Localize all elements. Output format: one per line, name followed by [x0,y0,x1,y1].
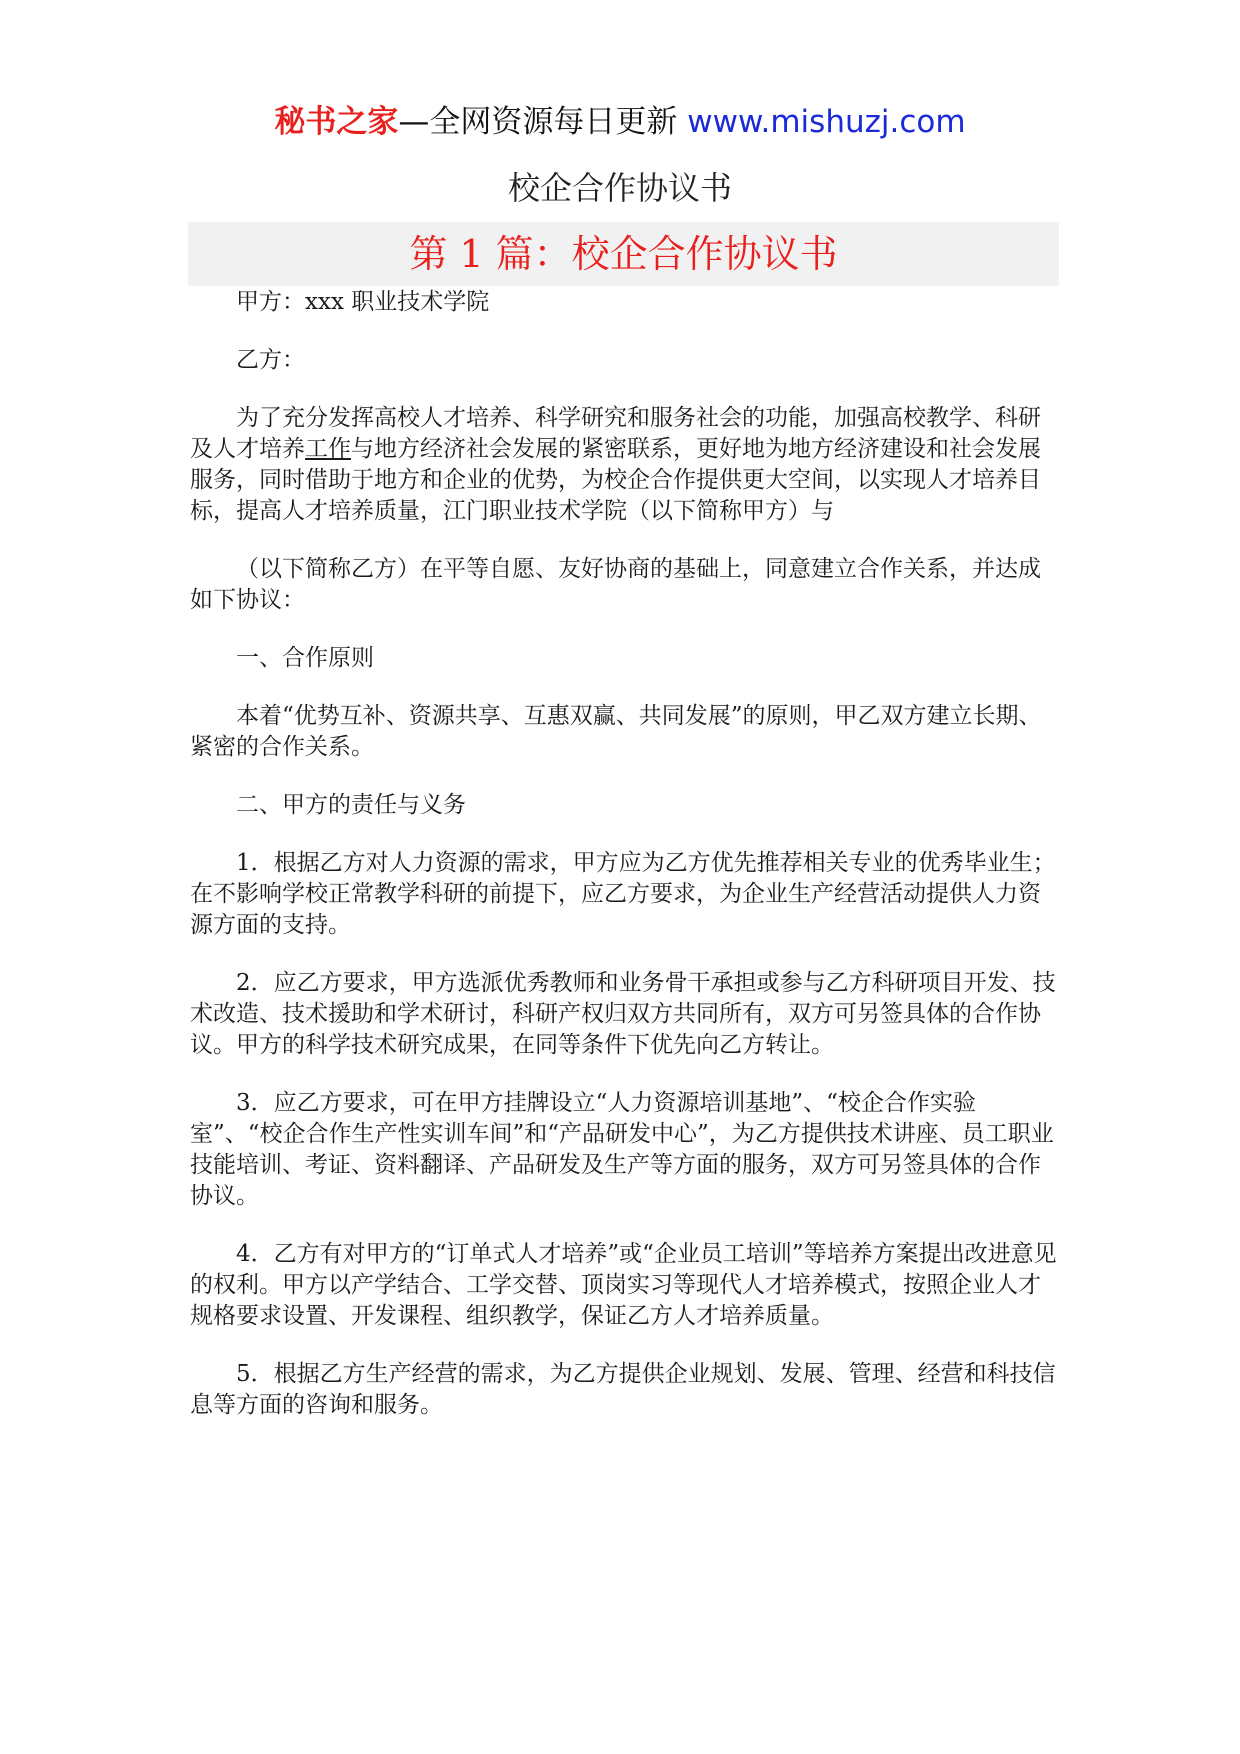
site-url-link[interactable]: www.mishuzj.com [687,104,966,140]
preamble-text-end: 与地方经济社会发展的紧密联系，更好地为地方经济建设和社会发展服务，同时借助于地方和企业的优势，为校企合作提供更大空间，以实现人才培养目标，提高人才培养质量，江门职业技术学院（以下简称甲方）与 [190,436,1041,524]
clause-5: 5．根据乙方生产经营的需求，为乙方提供企业规划、发展、管理、经营和科技信息等方面的咨询和服务。 [190,1361,1056,1418]
preamble-text-start: 为了充分发挥高校人才培养、科学研究和服务社会的功能，加强高校教学、科研及人才培养 [190,405,1041,462]
site-name: 秘书之家 [274,104,399,140]
document-title: 校企合作协议书 [507,169,732,207]
party-a-line: 甲方：xxx 职业技术学院 [236,289,490,315]
chapter-title: 第 1 篇：校企合作协议书 [409,232,838,276]
agreement-intro-paragraph: （以下简称乙方）在平等自愿、友好协商的基础上，同意建立合作关系，并达成如下协议： [190,556,1041,613]
clause-2: 2．应乙方要求，甲方选派优秀教师和业务骨干承担或参与乙方科研项目开发、技术改造、技术援助和学术研讨，科研产权归双方共同所有，双方可另签具体的合作协议。甲方的科学技术研究成果，在同等条件下优先向乙方转让。 [190,970,1056,1058]
party-b-line: 乙方： [236,347,305,373]
site-header [0,102,1240,142]
document-body [190,287,1060,1448]
work-link[interactable]: 工作 [305,436,351,462]
clause-3: 3．应乙方要求，可在甲方挂牌设立“人力资源培训基地”、“校企合作实验室”、“校企合作生产性实训车间”和“产品研发中心”，为乙方提供技术讲座、员工职业技能培训、考证、资料翻译、产品研发及生产等方面的服务，双方可另签具体的合作协议。 [190,1090,1054,1209]
preamble-paragraph [190,403,1060,527]
clause-1: 1．根据乙方对人力资源的需求，甲方应为乙方优先推荐相关专业的优秀毕业生；在不影响学校正常教学科研的前提下，应乙方要求，为企业生产经营活动提供人力资源方面的支持。 [190,850,1056,938]
clause-4: 4．乙方有对甲方的“订单式人才培养”或“企业员工培训”等培养方案提出改进意见的权利。甲方以产学结合、工学交替、顶岗实习等现代人才培养模式，按照企业人才规格要求设置、开发课程、组织教学，保证乙方人才培养质量。 [190,1241,1057,1329]
section-heading-principles: 一、合作原则 [236,645,374,671]
site-tagline: —全网资源每日更新 [398,104,688,140]
principles-paragraph: 本着“优势互补、资源共享、互惠双赢、共同发展”的原则，甲乙双方建立长期、紧密的合作关系。 [190,703,1042,760]
section-heading-party-a-duties: 二、甲方的责任与义务 [236,792,466,818]
